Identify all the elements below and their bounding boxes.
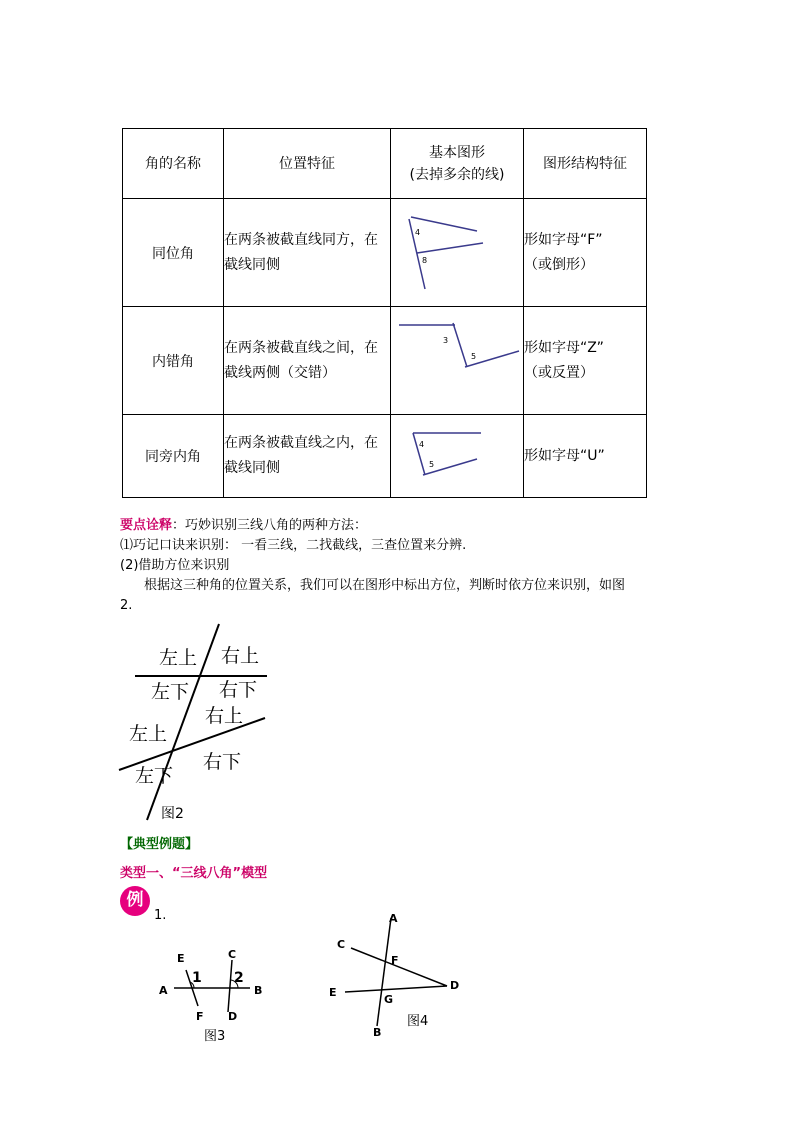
point-label: E (177, 952, 185, 965)
point-label: B (254, 984, 263, 997)
fig-label: 5 (429, 460, 435, 469)
direction-label: 左上 (159, 647, 198, 669)
angle-label: 2 (234, 970, 244, 986)
example-badge: 例 (120, 886, 150, 916)
direction-label: 右下 (203, 751, 242, 773)
alternate-angles-figure (391, 307, 523, 410)
figure-2 (115, 622, 275, 822)
tips-line: ⑴巧记口诀来识别： 一看三线，二找截线，三查位置来分辨. (120, 538, 467, 553)
row-name: 内错角 (123, 307, 224, 415)
point-label: G (384, 993, 394, 1006)
figure-caption: 图3 (204, 1029, 226, 1044)
point-label: A (159, 984, 168, 997)
row-position: 在两条被截直线之内，在截线同侧 (224, 415, 391, 498)
figure-4 (325, 908, 475, 1043)
point-label: C (337, 938, 346, 951)
point-label: A (389, 912, 398, 925)
header-position: 位置特征 (224, 129, 391, 199)
point-label: D (450, 979, 460, 992)
fig-label: 4 (419, 440, 425, 449)
tips-line: (2)借助方位来识别 (120, 558, 230, 573)
angle-types-table (122, 128, 647, 498)
row-figure (391, 199, 524, 307)
type-one-heading: 类型一、“三线八角”模型 (120, 866, 268, 881)
fig-label: 3 (443, 336, 449, 345)
examples-header: 【典型例题】 (120, 837, 199, 852)
tips-line: 2. (120, 598, 133, 613)
angle-label: 1 (192, 970, 202, 986)
point-label: E (329, 986, 337, 999)
row-figure (391, 415, 524, 498)
tips-heading: 要点诠释：巧妙识别三线八角的两种方法： (120, 518, 368, 533)
direction-label: 左上 (129, 723, 168, 745)
example-number: 1. (154, 908, 167, 923)
direction-label: 左下 (135, 765, 174, 787)
figure-caption: 图4 (407, 1014, 429, 1029)
row-figure (391, 307, 524, 415)
corresponding-angles-figure (391, 199, 523, 302)
row-feature: 形如字母“Z” （或反置） (524, 307, 647, 415)
row-position: 在两条被截直线同方，在截线同侧 (224, 199, 391, 307)
point-label: C (228, 948, 237, 961)
row-name: 同旁内角 (123, 415, 224, 498)
point-label: D (228, 1010, 238, 1023)
row-name: 同位角 (123, 199, 224, 307)
header-name: 角的名称 (123, 129, 224, 199)
tips-line: 根据这三种角的位置关系，我们可以在图形中标出方位，判断时依方位来识别，如图 (144, 578, 626, 593)
point-label: F (196, 1010, 204, 1023)
row-position: 在两条被截直线之间，在截线两侧（交错） (224, 307, 391, 415)
figure-caption: 图2 (161, 806, 184, 822)
direction-label: 右下 (219, 679, 258, 701)
point-label: B (373, 1026, 382, 1039)
row-feature: 形如字母“F” （或倒形） (524, 199, 647, 307)
point-label: F (391, 954, 399, 967)
fig-label: 4 (415, 228, 421, 237)
figure-3 (150, 940, 270, 1050)
fig-label: 8 (422, 256, 428, 265)
header-figure: 基本图形 (去掉多余的线) (391, 129, 524, 199)
tips-section (120, 516, 680, 616)
fig-label: 5 (471, 352, 477, 361)
row-feature: 形如字母“U” (524, 415, 647, 498)
header-feature: 图形结构特征 (524, 129, 647, 199)
direction-label: 左下 (151, 681, 190, 703)
direction-label: 右上 (205, 705, 244, 727)
direction-label: 右上 (221, 645, 260, 667)
same-side-angles-figure (391, 415, 523, 493)
